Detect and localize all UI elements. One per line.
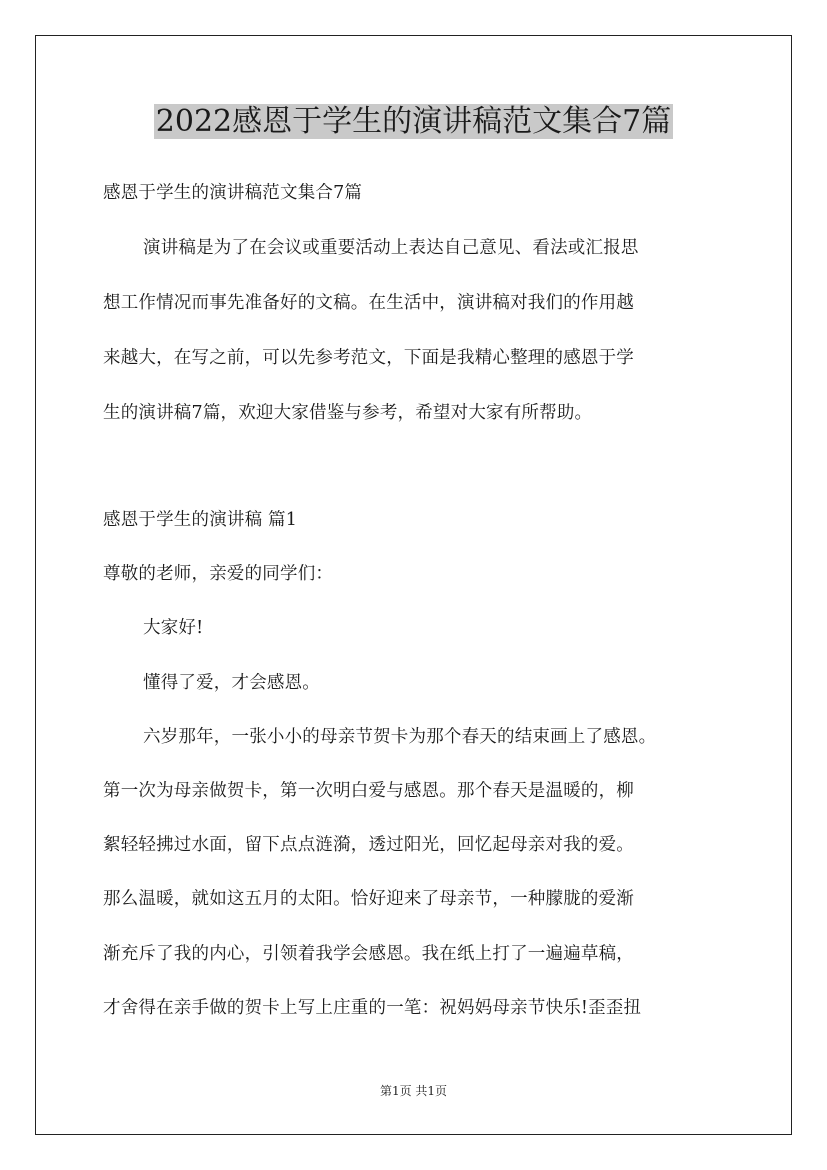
salutation: 尊敬的老师，亲爱的同学们： [103,564,334,584]
intro-line-1: 演讲稿是为了在会议或重要活动上表达自己意见、看法或汇报思 [143,238,639,258]
greeting: 大家好! [143,618,204,638]
body-line-2: 第一次为母亲做贺卡，第一次明白爱与感恩。那个春天是温暖的，柳 [103,781,634,801]
body-line-6: 才舍得在亲手做的贺卡上写上庄重的一笔：祝妈妈母亲节快乐!歪歪扭 [103,998,642,1018]
document-subtitle: 感恩于学生的演讲稿范文集合7篇 [103,183,363,203]
page-footer: 第1页 共1页 [379,1084,448,1098]
body-line-4: 那么温暖，就如这五月的太阳。恰好迎来了母亲节，一种朦胧的爱渐 [103,889,634,909]
body-line-1: 六岁那年，一张小小的母亲节贺卡为那个春天的结束画上了感恩。 [143,727,657,747]
document-title-text: 2022感恩于学生的演讲稿范文集合7篇 [155,104,672,139]
intro-line-2: 想工作情况而事先准备好的文稿。在生活中，演讲稿对我们的作用越 [103,293,634,313]
document-title [0,102,827,142]
body-line-5: 渐充斥了我的内心，引领着我学会感恩。我在纸上打了一遍遍草稿， [103,944,634,964]
section-heading: 感恩于学生的演讲稿 篇1 [103,510,298,530]
intro-line-4: 生的演讲稿7篇，欢迎大家借鉴与参考，希望对大家有所帮助。 [103,403,593,423]
intro-line-3: 来越大，在写之前，可以先参考范文，下面是我精心整理的感恩于学 [103,348,634,368]
opening-line: 懂得了爱，才会感恩。 [143,673,320,693]
body-line-3: 絮轻轻拂过水面，留下点点涟漪，透过阳光，回忆起母亲对我的爱。 [103,835,634,855]
